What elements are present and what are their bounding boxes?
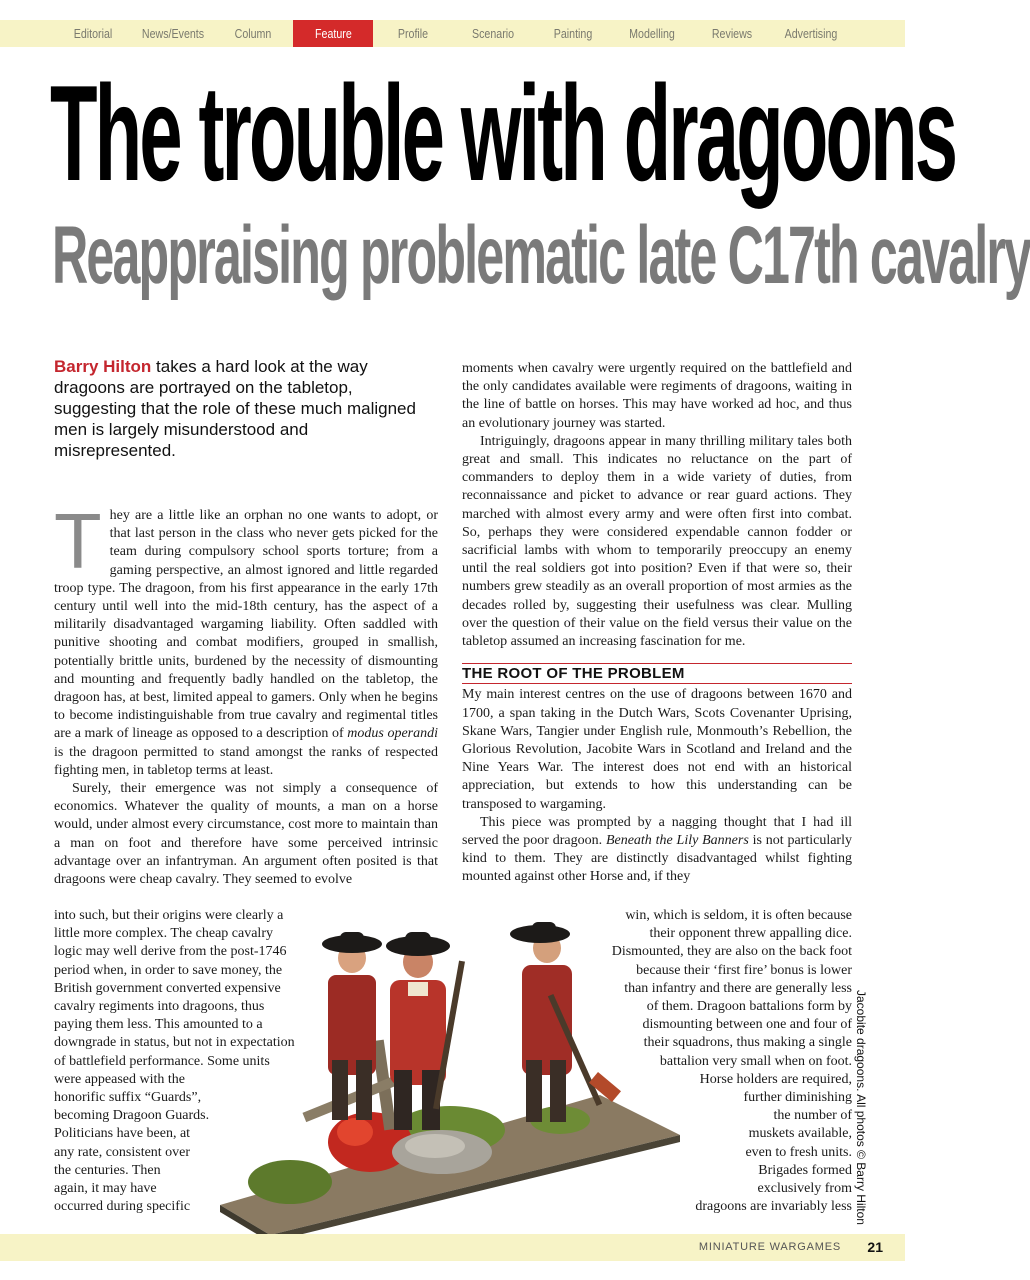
paragraph-1-end: is the dragoon permitted to stand amongst the ranks of respected fighting men, in tabletop terms at least. (54, 744, 438, 778)
nav-item-feature-label: Feature (314, 26, 352, 41)
article-title: The trouble with dragoons (50, 57, 956, 209)
nav-item-modelling[interactable]: Modelling (629, 26, 675, 41)
standfirst-text: takes a hard look at the way dragoons are portrayed on the tabletop, suggesting that the role of these much maligned men is largely misunderstood and misrepresented. (54, 357, 416, 460)
dragoon-miniatures-photo (210, 920, 690, 1240)
body-line: any rate, consistent over (54, 1144, 191, 1160)
section-heading: THE ROOT OF THE PROBLEM (462, 663, 852, 684)
body-line: becoming Dragoon Guards. (54, 1108, 210, 1124)
paragraph-1-emphasis: modus operandi (347, 726, 438, 742)
body-line: even to fresh units. (745, 1144, 852, 1160)
magazine-name: MINIATURE WARGAMES (698, 1241, 841, 1253)
paragraph-r4-text: This piece was prompted by a nagging thought that I had ill served the poor dragoon. (462, 814, 852, 849)
paragraph-r4-end: is not particularly kind to them. They are distinctly disadvantaged whilst fighting mounted against other Horse and, if they (462, 833, 852, 885)
body-line: battalion very small when on foot. (659, 1053, 852, 1069)
body-line: further diminishing (743, 1090, 852, 1106)
body-column-left (54, 497, 438, 889)
body-line: Dismounted, they are also on the back foot (611, 944, 852, 960)
paragraph-r1: moments when cavalry were urgently required on the battlefield and the only candidates available were regiments of dragoons, waiting in the line of battle on horses. This may have worked ad hoc, and thus an evolutionary journey was started. (462, 361, 852, 431)
book-title: Beneath the Lily Banners (605, 833, 749, 849)
body-line: again, it may have (54, 1181, 157, 1197)
body-line: muskets available, (748, 1126, 852, 1142)
page-footer (0, 1234, 905, 1261)
body-line: honorific suffix “Guards”, (54, 1090, 202, 1106)
body-line: occurred during specific (54, 1199, 191, 1215)
body-line: their opponent threw appalling dice. (649, 926, 852, 942)
nav-item-advertising[interactable]: Advertising (784, 26, 838, 41)
body-line: British government converted expensive (54, 980, 281, 996)
nav-item-column[interactable]: Column (234, 26, 272, 41)
body-line: cavalry regiments into dragoons, thus (54, 999, 265, 1015)
nav-item-scenario[interactable]: Scenario (471, 26, 515, 41)
page-number: 21 (867, 1239, 883, 1255)
body-line: were appeased with the (54, 1071, 185, 1087)
body-line: Brigades formed (758, 1162, 852, 1178)
body-line: paying them less. This amounted to a (54, 1017, 263, 1033)
drop-cap: T (54, 497, 102, 585)
body-line: their squadrons, thus making a single (643, 1035, 852, 1051)
nav-item-news-events[interactable]: News/Events (141, 26, 205, 41)
body-line: logic may well derive from the post-1746 (54, 944, 287, 960)
paragraph-2: Surely, their emergence was not simply a consequence of economics. Whatever the quality of mounts, a man on a horse would, under almost every circumstance, cost more to maintain than a man on foot and therefore have some perceived intrinsic advantage over an infantryman. An argument often posited is that dragoons were cheap cavalry. They seemed to evolve (54, 781, 438, 888)
body-line: of battlefield performance. Some units (54, 1053, 270, 1069)
body-line: the number of (773, 1108, 852, 1124)
photo-caption: Jacobite dragoons. All photos © Barry Hilton (854, 990, 868, 1225)
paragraph-1 (54, 497, 438, 780)
body-line: because their ‘first fire’ bonus is lower (636, 962, 852, 978)
body-line: exclusively from (757, 1181, 852, 1197)
paragraph-r2: Intriguingly, dragoons appear in many thrilling military tales both great and small. This indicates no reluctance on the part of commanders to deploy them in a wide variety of duties, from reconnaissance and picket to advance or rear guard actions. They marched with almost every army and were often first into combat. So, perhaps they were considered expendable cannon fodder or sacrificial lambs with whom to temporarily preoccupy an enemy until the real soldiers got into position? Even if that were so, their numbers grew steadily as an overall proportion of most armies as the decades rolled by, suggesting their usefulness was clear. Mulling over the question of their value on the field versus their value on the tabletop assumed an increasing fascination for me. (462, 433, 852, 650)
body-line: period when, in order to save money, the (54, 962, 283, 978)
paragraph-r4 (462, 814, 852, 887)
nav-item-editorial[interactable]: Editorial (73, 26, 113, 41)
nav-item-reviews[interactable]: Reviews (711, 26, 753, 41)
body-column-right (462, 360, 852, 887)
body-line: Horse holders are required, (699, 1071, 852, 1087)
standfirst (54, 356, 432, 461)
author-name: Barry Hilton (54, 357, 152, 376)
paragraph-1-text: hey are a little like an orphan no one wants to adopt, or that last person in the class who never gets picked for the team during compulsory school sports torture; from a gaming perspective, an almost ignored and little regarded troop type. The dragoon, from his first appearance in the early 17th century until well into the mid-18th century, has the aspect of a militarily disadvantaged wargaming liability. Often saddled with punitive shooting and combat modifiers, grouped in smallish, potentially brittle units, burdened by the necessity of dismounting and mounting and frequently badly handled on the tabletop, the dragoon has, at best, limited appeal to gamers. Only when he begins to become indistinguishable from true cavalry and regimental titles are a mark of lineage as opposed to a description of (54, 508, 438, 742)
body-line: than infantry and there are generally less (624, 980, 852, 996)
nav-item-feature[interactable] (293, 20, 373, 47)
section-nav (0, 20, 905, 47)
nav-item-painting[interactable]: Painting (553, 26, 593, 41)
body-line: little more complex. The cheap cavalry (54, 926, 273, 942)
body-line: Politicians have been, at (54, 1126, 191, 1142)
body-line: the centuries. Then (54, 1162, 161, 1178)
body-line: dismounting between one and four of (642, 1017, 852, 1033)
body-line: into such, but their origins were clearly a (54, 908, 284, 923)
body-line: win, which is seldom, it is often because (625, 908, 852, 923)
body-line: dragoons are invariably less (695, 1199, 852, 1215)
body-line: of them. Dragoon battalions form by (646, 999, 852, 1015)
article-subtitle: Reappraising problematic late C17th cavalry (52, 210, 1030, 301)
body-line: downgrade in status, but not in expectation (54, 1035, 295, 1051)
nav-item-profile[interactable]: Profile (397, 26, 429, 41)
paragraph-r3: My main interest centres on the use of dragoons between 1670 and 1700, a span taking in the Dutch Wars, Scots Covenanter Uprising, Skane Wars, Tangier under English rule, Monmouth’s Rebellion, the Glorious Revolution, Jacobite Wars in Scotland and Ireland and the Nine Years War. The interest does not end with an historical appreciation, but extends to how this understanding can be transposed to wargaming. (462, 687, 852, 812)
